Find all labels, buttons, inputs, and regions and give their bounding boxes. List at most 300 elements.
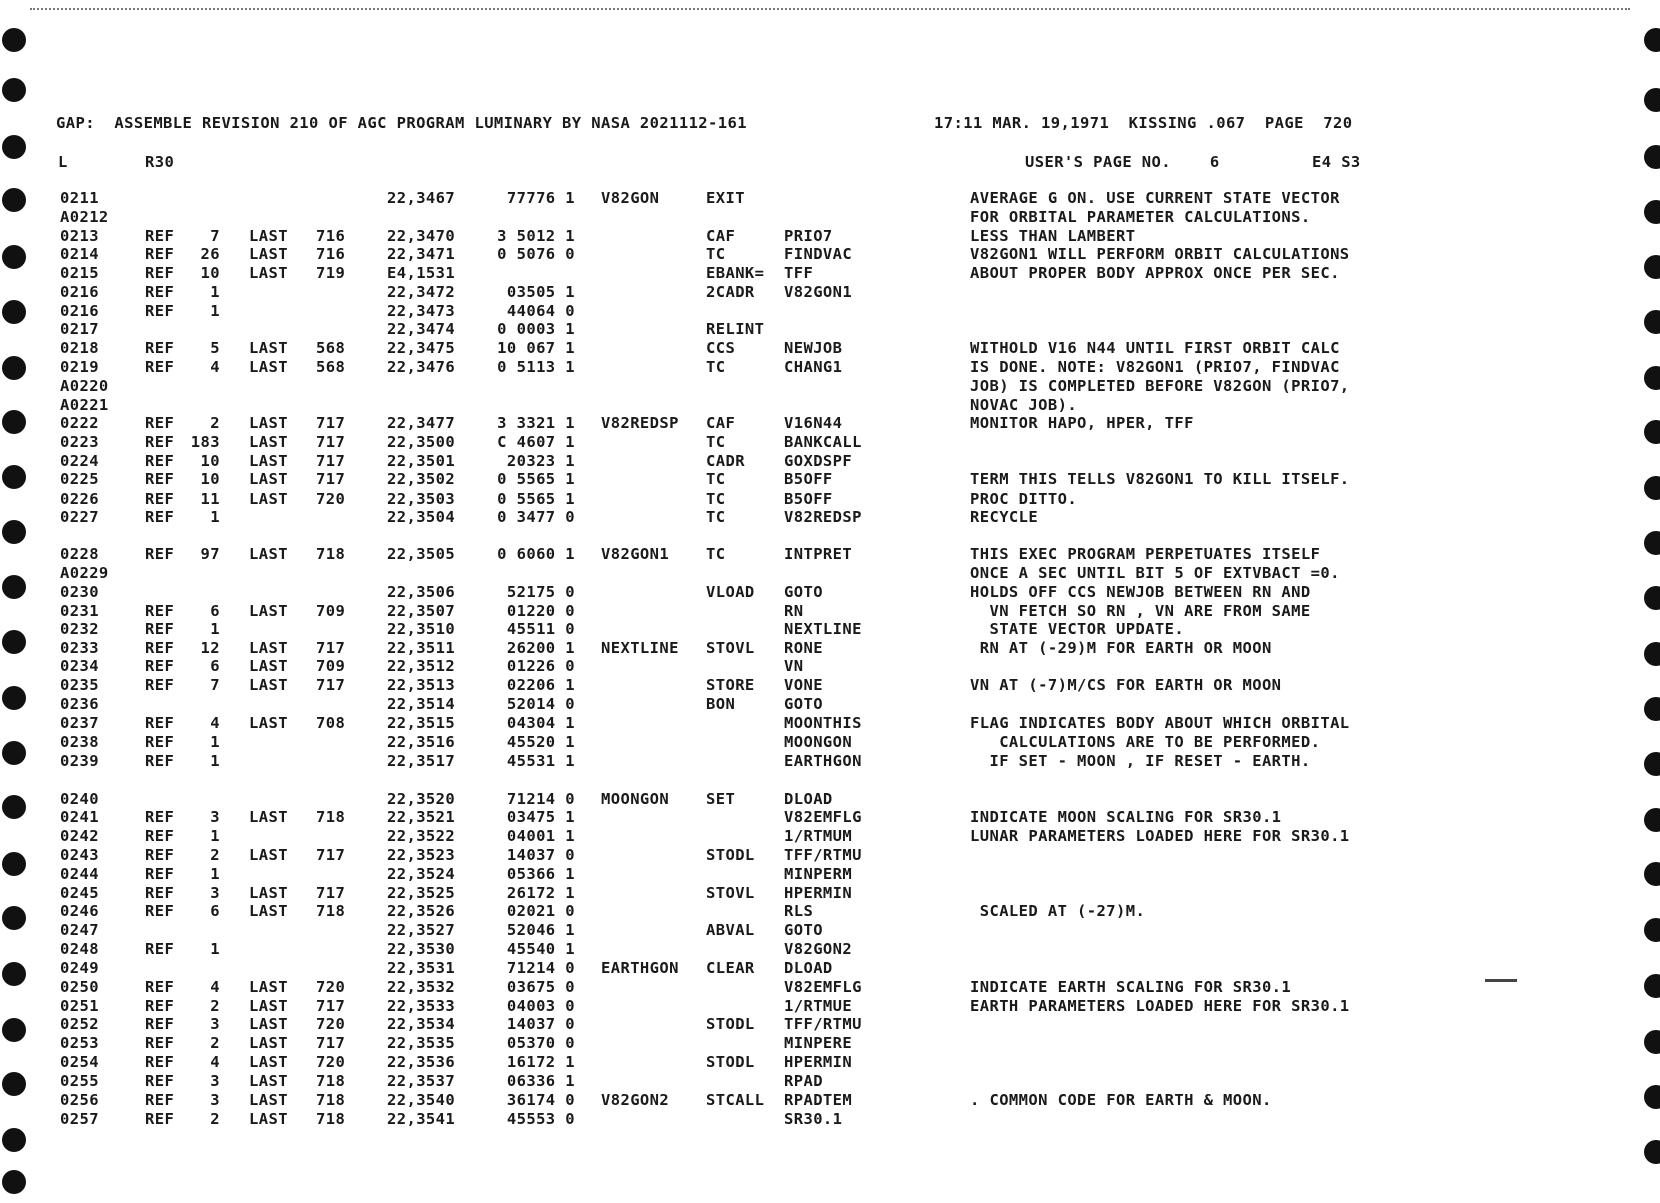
operand: GOTO [784, 583, 823, 601]
operand: RLS [784, 902, 814, 920]
ref-marker: REF [145, 978, 175, 996]
ref-marker: REF [145, 490, 175, 508]
ref-marker: REF [145, 1072, 175, 1090]
octal-code: 01226 0 [506, 657, 575, 675]
line-number: 0255 [60, 1072, 99, 1090]
memory-address: 22,3514 [387, 695, 456, 713]
tractor-hole [1644, 366, 1660, 390]
ref-marker: REF [145, 940, 175, 958]
tractor-hole [1644, 752, 1660, 776]
operand: V82REDSP [784, 508, 862, 526]
ref-count: 1 [210, 508, 220, 526]
operand: NEWJOB [784, 339, 843, 357]
line-number: A0220 [60, 377, 109, 395]
octal-code: 0 5076 0 [497, 245, 575, 263]
octal-code: 16172 1 [506, 1053, 575, 1071]
operand: PRIO7 [784, 227, 833, 245]
octal-code: 0 3477 0 [497, 508, 575, 526]
ref-count: 26 [200, 245, 220, 263]
listing-subheader [0, 153, 1361, 171]
tractor-hole [2, 741, 26, 765]
memory-address: 22,3475 [387, 339, 456, 357]
comment: INDICATE MOON SCALING FOR SR30.1 [970, 808, 1282, 826]
line-number: 0233 [60, 639, 99, 657]
comment: . COMMON CODE FOR EARTH & MOON. [970, 1091, 1272, 1109]
operand: RPAD [784, 1072, 823, 1090]
octal-code: 45553 0 [506, 1110, 575, 1128]
operand: V82EMFLG [784, 978, 862, 996]
comment: HOLDS OFF CCS NEWJOB BETWEEN RN AND [970, 583, 1311, 601]
ref-marker: REF [145, 1034, 175, 1052]
ref-count: 1 [210, 620, 220, 638]
tractor-hole [1644, 420, 1660, 444]
ref-count: 1 [210, 283, 220, 301]
opcode: EXIT [706, 189, 745, 207]
comment: RN AT (-29)M FOR EARTH OR MOON [970, 639, 1272, 657]
line-number: 0245 [60, 884, 99, 902]
memory-address: 22,3513 [387, 676, 456, 694]
octal-code: 03675 0 [506, 978, 575, 996]
tractor-hole [2, 795, 26, 819]
line-number: 0216 [60, 302, 99, 320]
ref-count: 7 [210, 227, 220, 245]
operand: B5OFF [784, 490, 833, 508]
tractor-hole [1644, 862, 1660, 886]
last-page: 568 [316, 339, 346, 357]
symbol-label: NEXTLINE [601, 639, 679, 657]
last-marker: LAST [249, 264, 288, 282]
tractor-hole [1644, 1030, 1660, 1054]
line-number: 0215 [60, 264, 99, 282]
last-marker: LAST [249, 245, 288, 263]
octal-code: 02021 0 [506, 902, 575, 920]
line-number: 0239 [60, 752, 99, 770]
operand: RN [784, 602, 804, 620]
last-marker: LAST [249, 714, 288, 732]
last-page: 716 [316, 245, 346, 263]
octal-code: 52046 1 [506, 921, 575, 939]
tractor-hole [2, 1072, 26, 1096]
memory-address: 22,3507 [387, 602, 456, 620]
memory-address: 22,3524 [387, 865, 456, 883]
memory-address: 22,3471 [387, 245, 456, 263]
opcode: TC [706, 470, 726, 488]
memory-address: 22,3527 [387, 921, 456, 939]
ref-count: 4 [210, 714, 220, 732]
comment: TERM THIS TELLS V82GON1 TO KILL ITSELF. [970, 470, 1350, 488]
octal-code: 71214 0 [506, 959, 575, 977]
ref-marker: REF [145, 865, 175, 883]
memory-address: 22,3470 [387, 227, 456, 245]
operand: MINPERM [784, 865, 853, 883]
tractor-hole [2, 28, 26, 52]
tractor-hole [2, 962, 26, 986]
line-number: A0229 [60, 564, 109, 582]
operand: BANKCALL [784, 433, 862, 451]
memory-address: 22,3474 [387, 320, 456, 338]
ref-marker: REF [145, 358, 175, 376]
ref-count: 7 [210, 676, 220, 694]
tractor-hole [2, 356, 26, 380]
last-page: 717 [316, 639, 346, 657]
ebank-setting: E4 S3 [1312, 153, 1361, 171]
ref-marker: REF [145, 1091, 175, 1109]
ref-marker: REF [145, 714, 175, 732]
last-page: 708 [316, 714, 346, 732]
tractor-hole [1644, 531, 1660, 555]
opcode: TC [706, 545, 726, 563]
last-page: 716 [316, 227, 346, 245]
ref-count: 97 [200, 545, 220, 563]
ref-marker: REF [145, 752, 175, 770]
line-number: 0216 [60, 283, 99, 301]
memory-address: 22,3540 [387, 1091, 456, 1109]
comment: STATE VECTOR UPDATE. [970, 620, 1185, 638]
octal-code: 45520 1 [506, 733, 575, 751]
last-page: 720 [316, 978, 346, 996]
line-number: 0224 [60, 452, 99, 470]
last-marker: LAST [249, 490, 288, 508]
comment: INDICATE EARTH SCALING FOR SR30.1 [970, 978, 1292, 996]
last-page: 717 [316, 997, 346, 1015]
opcode: CADR [706, 452, 745, 470]
octal-code: C 4607 1 [497, 433, 575, 451]
comment: V82GON1 WILL PERFORM ORBIT CALCULATIONS [970, 245, 1350, 263]
operand: 1/RTMUE [784, 997, 853, 1015]
last-marker: LAST [249, 657, 288, 675]
last-marker: LAST [249, 1015, 288, 1033]
line-number: 0244 [60, 865, 99, 883]
ref-count: 6 [210, 657, 220, 675]
tractor-hole [2, 575, 26, 599]
ref-marker: REF [145, 676, 175, 694]
last-page: 717 [316, 414, 346, 432]
last-marker: LAST [249, 358, 288, 376]
octal-code: 3 5012 1 [497, 227, 575, 245]
memory-address: 22,3515 [387, 714, 456, 732]
ref-marker: REF [145, 302, 175, 320]
tractor-hole [2, 1128, 26, 1152]
memory-address: 22,3532 [387, 978, 456, 996]
memory-address: 22,3525 [387, 884, 456, 902]
operand: TFF/RTMU [784, 846, 862, 864]
opcode: CLEAR [706, 959, 755, 977]
octal-code: 26172 1 [506, 884, 575, 902]
last-page: 717 [316, 452, 346, 470]
last-marker: LAST [249, 1110, 288, 1128]
ref-count: 5 [210, 339, 220, 357]
ref-marker: REF [145, 283, 175, 301]
line-number: 0231 [60, 602, 99, 620]
octal-code: 10 067 1 [497, 339, 575, 357]
tractor-hole [1644, 88, 1660, 112]
line-number: 0251 [60, 997, 99, 1015]
line-number: 0214 [60, 245, 99, 263]
ref-marker: REF [145, 1110, 175, 1128]
tractor-hole [2, 520, 26, 544]
operand: FINDVAC [784, 245, 853, 263]
ref-marker: REF [145, 827, 175, 845]
octal-code: 71214 0 [506, 790, 575, 808]
ref-count: 11 [200, 490, 220, 508]
opcode: STODL [706, 1015, 755, 1033]
octal-code: 20323 1 [506, 452, 575, 470]
last-marker: LAST [249, 846, 288, 864]
opcode: STODL [706, 846, 755, 864]
memory-address: 22,3536 [387, 1053, 456, 1071]
memory-address: 22,3534 [387, 1015, 456, 1033]
ref-count: 1 [210, 733, 220, 751]
ref-count: 4 [210, 978, 220, 996]
comment: AVERAGE G ON. USE CURRENT STATE VECTOR [970, 189, 1340, 207]
tractor-hole [2, 300, 26, 324]
line-number: 0252 [60, 1015, 99, 1033]
octal-code: 77776 1 [506, 189, 575, 207]
tractor-hole [1644, 974, 1660, 998]
line-number: 0257 [60, 1110, 99, 1128]
opcode: VLOAD [706, 583, 755, 601]
ref-marker: REF [145, 1053, 175, 1071]
tractor-hole [1644, 1085, 1660, 1109]
opcode: RELINT [706, 320, 765, 338]
memory-address: 22,3511 [387, 639, 456, 657]
operand: HPERMIN [784, 1053, 853, 1071]
line-number: 0228 [60, 545, 99, 563]
last-page: 720 [316, 1053, 346, 1071]
octal-code: 45540 1 [506, 940, 575, 958]
octal-code: 03505 1 [506, 283, 575, 301]
memory-address: 22,3472 [387, 283, 456, 301]
line-number: 0254 [60, 1053, 99, 1071]
line-number: 0223 [60, 433, 99, 451]
operand: EARTHGON [784, 752, 862, 770]
last-page: 718 [316, 902, 346, 920]
last-page: 718 [316, 1091, 346, 1109]
ref-marker: REF [145, 339, 175, 357]
line-number: A0221 [60, 396, 109, 414]
ref-count: 1 [210, 865, 220, 883]
operand: RPADTEM [784, 1091, 853, 1109]
ref-marker: REF [145, 639, 175, 657]
octal-code: 03475 1 [506, 808, 575, 826]
last-page: 720 [316, 1015, 346, 1033]
log-section-letter: L [58, 153, 68, 171]
line-number: 0213 [60, 227, 99, 245]
ref-marker: REF [145, 245, 175, 263]
ref-count: 4 [210, 1053, 220, 1071]
symbol-label: V82GON1 [601, 545, 670, 563]
ref-count: 3 [210, 884, 220, 902]
octal-code: 36174 0 [506, 1091, 575, 1109]
operand: CHANG1 [784, 358, 843, 376]
memory-address: 22,3512 [387, 657, 456, 675]
octal-code: 45531 1 [506, 752, 575, 770]
ref-count: 3 [210, 1072, 220, 1090]
operand: SR30.1 [784, 1110, 843, 1128]
operand: V16N44 [784, 414, 843, 432]
opcode: 2CADR [706, 283, 755, 301]
ref-marker: REF [145, 452, 175, 470]
ref-marker: REF [145, 508, 175, 526]
line-number: 0235 [60, 676, 99, 694]
last-marker: LAST [249, 339, 288, 357]
ref-count: 10 [200, 452, 220, 470]
tractor-hole [1644, 808, 1660, 832]
operand: RONE [784, 639, 823, 657]
opcode: TC [706, 245, 726, 263]
opcode: BON [706, 695, 736, 713]
memory-address: 22,3523 [387, 846, 456, 864]
comment: JOB) IS COMPLETED BEFORE V82GON (PRIO7, [970, 377, 1350, 395]
last-page: 718 [316, 1072, 346, 1090]
memory-address: 22,3506 [387, 583, 456, 601]
margin-mark [1485, 979, 1517, 982]
ref-marker: REF [145, 227, 175, 245]
line-number: 0219 [60, 358, 99, 376]
ref-count: 3 [210, 1015, 220, 1033]
last-page: 718 [316, 545, 346, 563]
ref-count: 6 [210, 902, 220, 920]
memory-address: 22,3517 [387, 752, 456, 770]
memory-address: 22,3505 [387, 545, 456, 563]
line-number: 0256 [60, 1091, 99, 1109]
operand: V82GON1 [784, 283, 853, 301]
ref-marker: REF [145, 808, 175, 826]
octal-code: 05370 0 [506, 1034, 575, 1052]
operand: HPERMIN [784, 884, 853, 902]
ref-count: 1 [210, 940, 220, 958]
operand: DLOAD [784, 959, 833, 977]
ref-marker: REF [145, 997, 175, 1015]
octal-code: 0 0003 1 [497, 320, 575, 338]
tractor-hole [2, 410, 26, 434]
line-number: 0234 [60, 657, 99, 675]
run-info: 17:11 MAR. 19,1971 KISSING .067 PAGE 720 [934, 114, 1353, 132]
symbol-label: V82GON [601, 189, 660, 207]
line-number: 0217 [60, 320, 99, 338]
last-marker: LAST [249, 676, 288, 694]
ref-marker: REF [145, 657, 175, 675]
line-number: 0227 [60, 508, 99, 526]
opcode: TC [706, 433, 726, 451]
comment: WITHOLD V16 N44 UNTIL FIRST ORBIT CALC [970, 339, 1340, 357]
operand: MOONTHIS [784, 714, 862, 732]
tractor-hole [2, 906, 26, 930]
opcode: STOVL [706, 639, 755, 657]
last-marker: LAST [249, 1034, 288, 1052]
memory-address: 22,3476 [387, 358, 456, 376]
octal-code: 04304 1 [506, 714, 575, 732]
comment: FOR ORBITAL PARAMETER CALCULATIONS. [970, 208, 1311, 226]
last-marker: LAST [249, 1072, 288, 1090]
opcode: CAF [706, 227, 736, 245]
last-marker: LAST [249, 639, 288, 657]
ref-marker: REF [145, 884, 175, 902]
memory-address: E4,1531 [387, 264, 456, 282]
ref-marker: REF [145, 846, 175, 864]
operand: DLOAD [784, 790, 833, 808]
ref-count: 3 [210, 808, 220, 826]
last-marker: LAST [249, 884, 288, 902]
octal-code: 44064 0 [506, 302, 575, 320]
routine-name: R30 [145, 153, 175, 171]
comment: ONCE A SEC UNTIL BIT 5 OF EXTVBACT =0. [970, 564, 1340, 582]
line-number: 0242 [60, 827, 99, 845]
memory-address: 22,3502 [387, 470, 456, 488]
symbol-label: V82REDSP [601, 414, 679, 432]
line-number: 0238 [60, 733, 99, 751]
tractor-hole [1644, 200, 1660, 224]
ref-marker: REF [145, 1015, 175, 1033]
ref-count: 4 [210, 358, 220, 376]
line-number: 0247 [60, 921, 99, 939]
line-number: 0232 [60, 620, 99, 638]
ref-count: 12 [200, 639, 220, 657]
line-number: 0237 [60, 714, 99, 732]
octal-code: 14037 0 [506, 846, 575, 864]
opcode: CCS [706, 339, 736, 357]
tractor-hole [1644, 1140, 1660, 1164]
opcode: STOVL [706, 884, 755, 902]
last-marker: LAST [249, 1091, 288, 1109]
opcode: TC [706, 490, 726, 508]
octal-code: 05366 1 [506, 865, 575, 883]
operand: 1/RTMUM [784, 827, 853, 845]
last-marker: LAST [249, 470, 288, 488]
line-number: 0236 [60, 695, 99, 713]
last-page: 718 [316, 1110, 346, 1128]
last-marker: LAST [249, 433, 288, 451]
operand: V82GON2 [784, 940, 853, 958]
opcode: STCALL [706, 1091, 765, 1109]
octal-code: 01220 0 [506, 602, 575, 620]
ref-marker: REF [145, 545, 175, 563]
octal-code: 04001 1 [506, 827, 575, 845]
octal-code: 02206 1 [506, 676, 575, 694]
last-marker: LAST [249, 545, 288, 563]
ref-count: 10 [200, 470, 220, 488]
last-page: 720 [316, 490, 346, 508]
ref-marker: REF [145, 433, 175, 451]
last-marker: LAST [249, 808, 288, 826]
octal-code: 04003 0 [506, 997, 575, 1015]
last-page: 717 [316, 846, 346, 864]
memory-address: 22,3537 [387, 1072, 456, 1090]
tractor-hole [2, 465, 26, 489]
tractor-hole [1644, 476, 1660, 500]
line-number: 0218 [60, 339, 99, 357]
opcode: CAF [706, 414, 736, 432]
octal-code: 52175 0 [506, 583, 575, 601]
last-marker: LAST [249, 1053, 288, 1071]
line-number: 0250 [60, 978, 99, 996]
octal-code: 0 5565 1 [497, 490, 575, 508]
symbol-label: V82GON2 [601, 1091, 670, 1109]
comment: RECYCLE [970, 508, 1039, 526]
ref-count: 6 [210, 602, 220, 620]
operand: INTPRET [784, 545, 853, 563]
comment: VN FETCH SO RN , VN ARE FROM SAME [970, 602, 1311, 620]
comment: MONITOR HAPO, HPER, TFF [970, 414, 1194, 432]
comment: VN AT (-7)M/CS FOR EARTH OR MOON [970, 676, 1282, 694]
operand: GOTO [784, 921, 823, 939]
operand: GOTO [784, 695, 823, 713]
tractor-hole [1644, 145, 1660, 169]
last-page: 717 [316, 884, 346, 902]
right-tractor-holes [1630, 0, 1660, 1203]
ref-count: 2 [210, 414, 220, 432]
line-number: 0253 [60, 1034, 99, 1052]
